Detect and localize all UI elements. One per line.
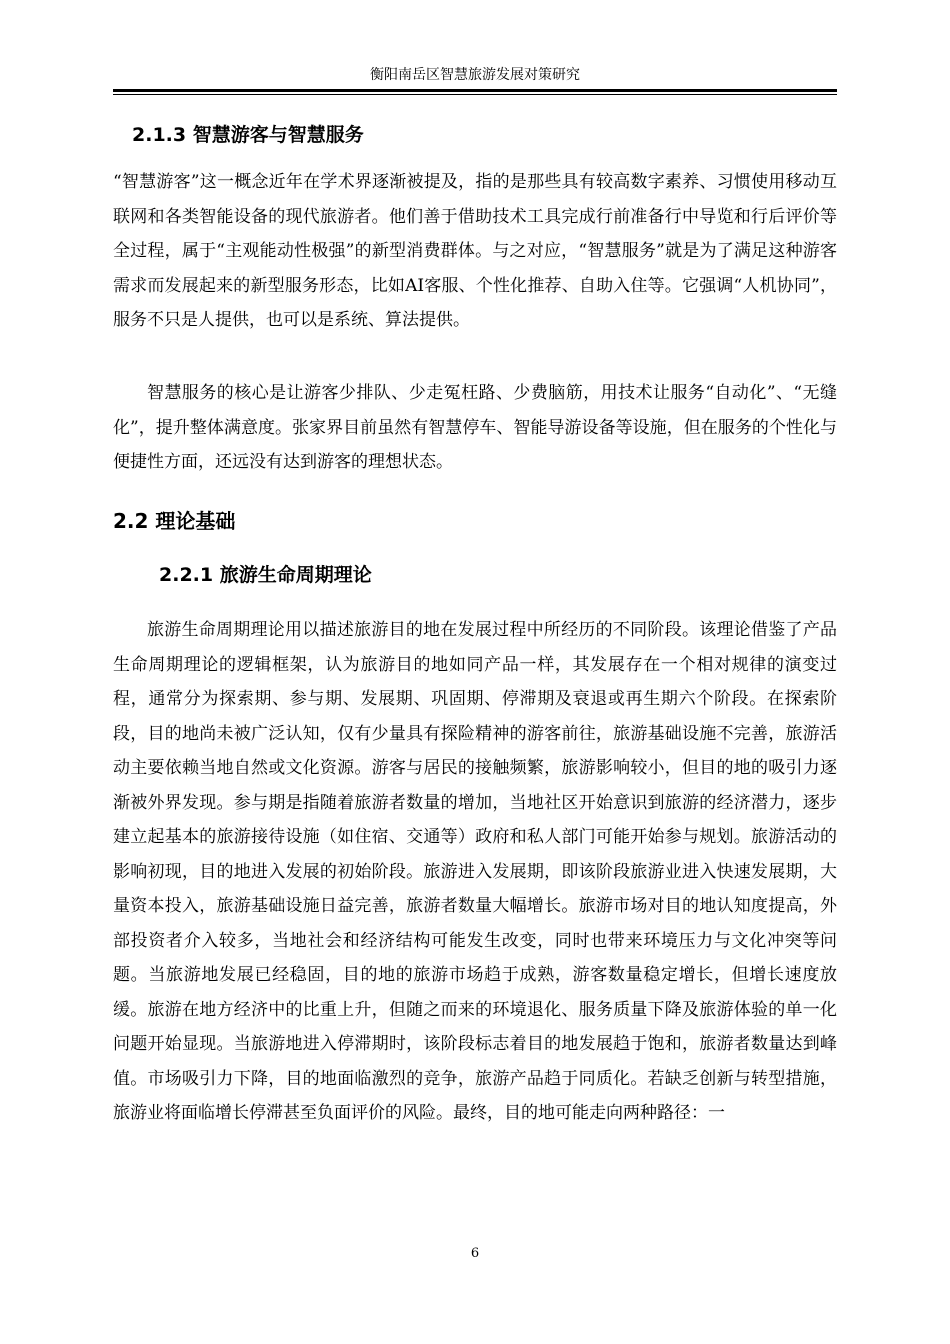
section-heading-2-2-1: 2.2.1 旅游生命周期理论 <box>159 564 372 586</box>
running-header: 衡阳南岳区智慧旅游发展对策研究 <box>370 67 580 83</box>
header-rule-thin <box>113 94 837 95</box>
page-number: 6 <box>470 1246 480 1261</box>
paragraph-smart-tourist: “智慧游客”这一概念近年在学术界逐渐被提及，指的是那些具有较高数字素养、习惯使用移动互联网和各类智能设备的现代旅游者。他们善于借助技术工具完成行前准备行中导览和行后评价等全过程，属于“主观能动性极强”的新型消费群体。与之对应，“智慧服务”就是为了满足这种游客需求而发展起来的新型服务形态，比如AI客服、个性化推荐、自助入住等。它强调“人机协同”，服务不只是人提供，也可以是系统、算法提供。 <box>113 172 837 330</box>
section-heading-2-1-3: 2.1.3 智慧游客与智慧服务 <box>132 124 364 146</box>
header-rule-thick <box>113 89 837 92</box>
paragraph-lifecycle-theory: 旅游生命周期理论用以描述旅游目的地在发展过程中所经历的不同阶段。该理论借鉴了产品生命周期理论的逻辑框架，认为旅游目的地如同产品一样，其发展存在一个相对规律的演变过程，通常分为探索期、参与期、发展期、巩固期、停滞期及衰退或再生期六个阶段。在探索阶段，目的地尚未被广泛认知，仅有少量具有探险精神的游客前往，旅游基础设施不完善，旅游活动主要依赖当地自然或文化资源。游客与居民的接触频繁，旅游影响较小，但目的地的吸引力逐渐被外界发现。参与期是指随着旅游者数量的增加，当地社区开始意识到旅游的经济潜力，逐步建立起基本的旅游接待设施（如住宿、交通等）政府和私人部门可能开始参与规划。旅游活动的影响初现，目的地进入发展的初始阶段。旅游进入发展期，即该阶段旅游业进入快速发展期，大量资本投入，旅游基础设施日益完善，旅游者数量大幅增长。旅游市场对目的地认知度提高，外部投资者介入较多，当地社会和经济结构可能发生改变，同时也带来环境压力与文化冲突等问题。当旅游地发展已经稳固，目的地的旅游市场趋于成熟，游客数量稳定增长，但增长速度放缓。旅游在地方经济中的比重上升，但随之而来的环境退化、服务质量下降及旅游体验的单一化问题开始显现。当旅游地进入停滞期时，该阶段标志着目的地发展趋于饱和，旅游者数量达到峰值。市场吸引力下降，目的地面临激烈的竞争，旅游产品趋于同质化。若缺乏创新与转型措施，旅游业将面临增长停滞甚至负面评价的风险。最终，目的地可能走向两种路径：一 <box>113 620 837 1123</box>
paragraph-smart-service: 智慧服务的核心是让游客少排队、少走冤枉路、少费脑筋，用技术让服务“自动化”、“无缝化”，提升整体满意度。张家界目前虽然有智慧停车、智能导游设备等设施，但在服务的个性化与便捷性方面，还远没有达到游客的理想状态。 <box>113 383 837 472</box>
section-heading-2-2: 2.2 理论基础 <box>113 509 236 533</box>
